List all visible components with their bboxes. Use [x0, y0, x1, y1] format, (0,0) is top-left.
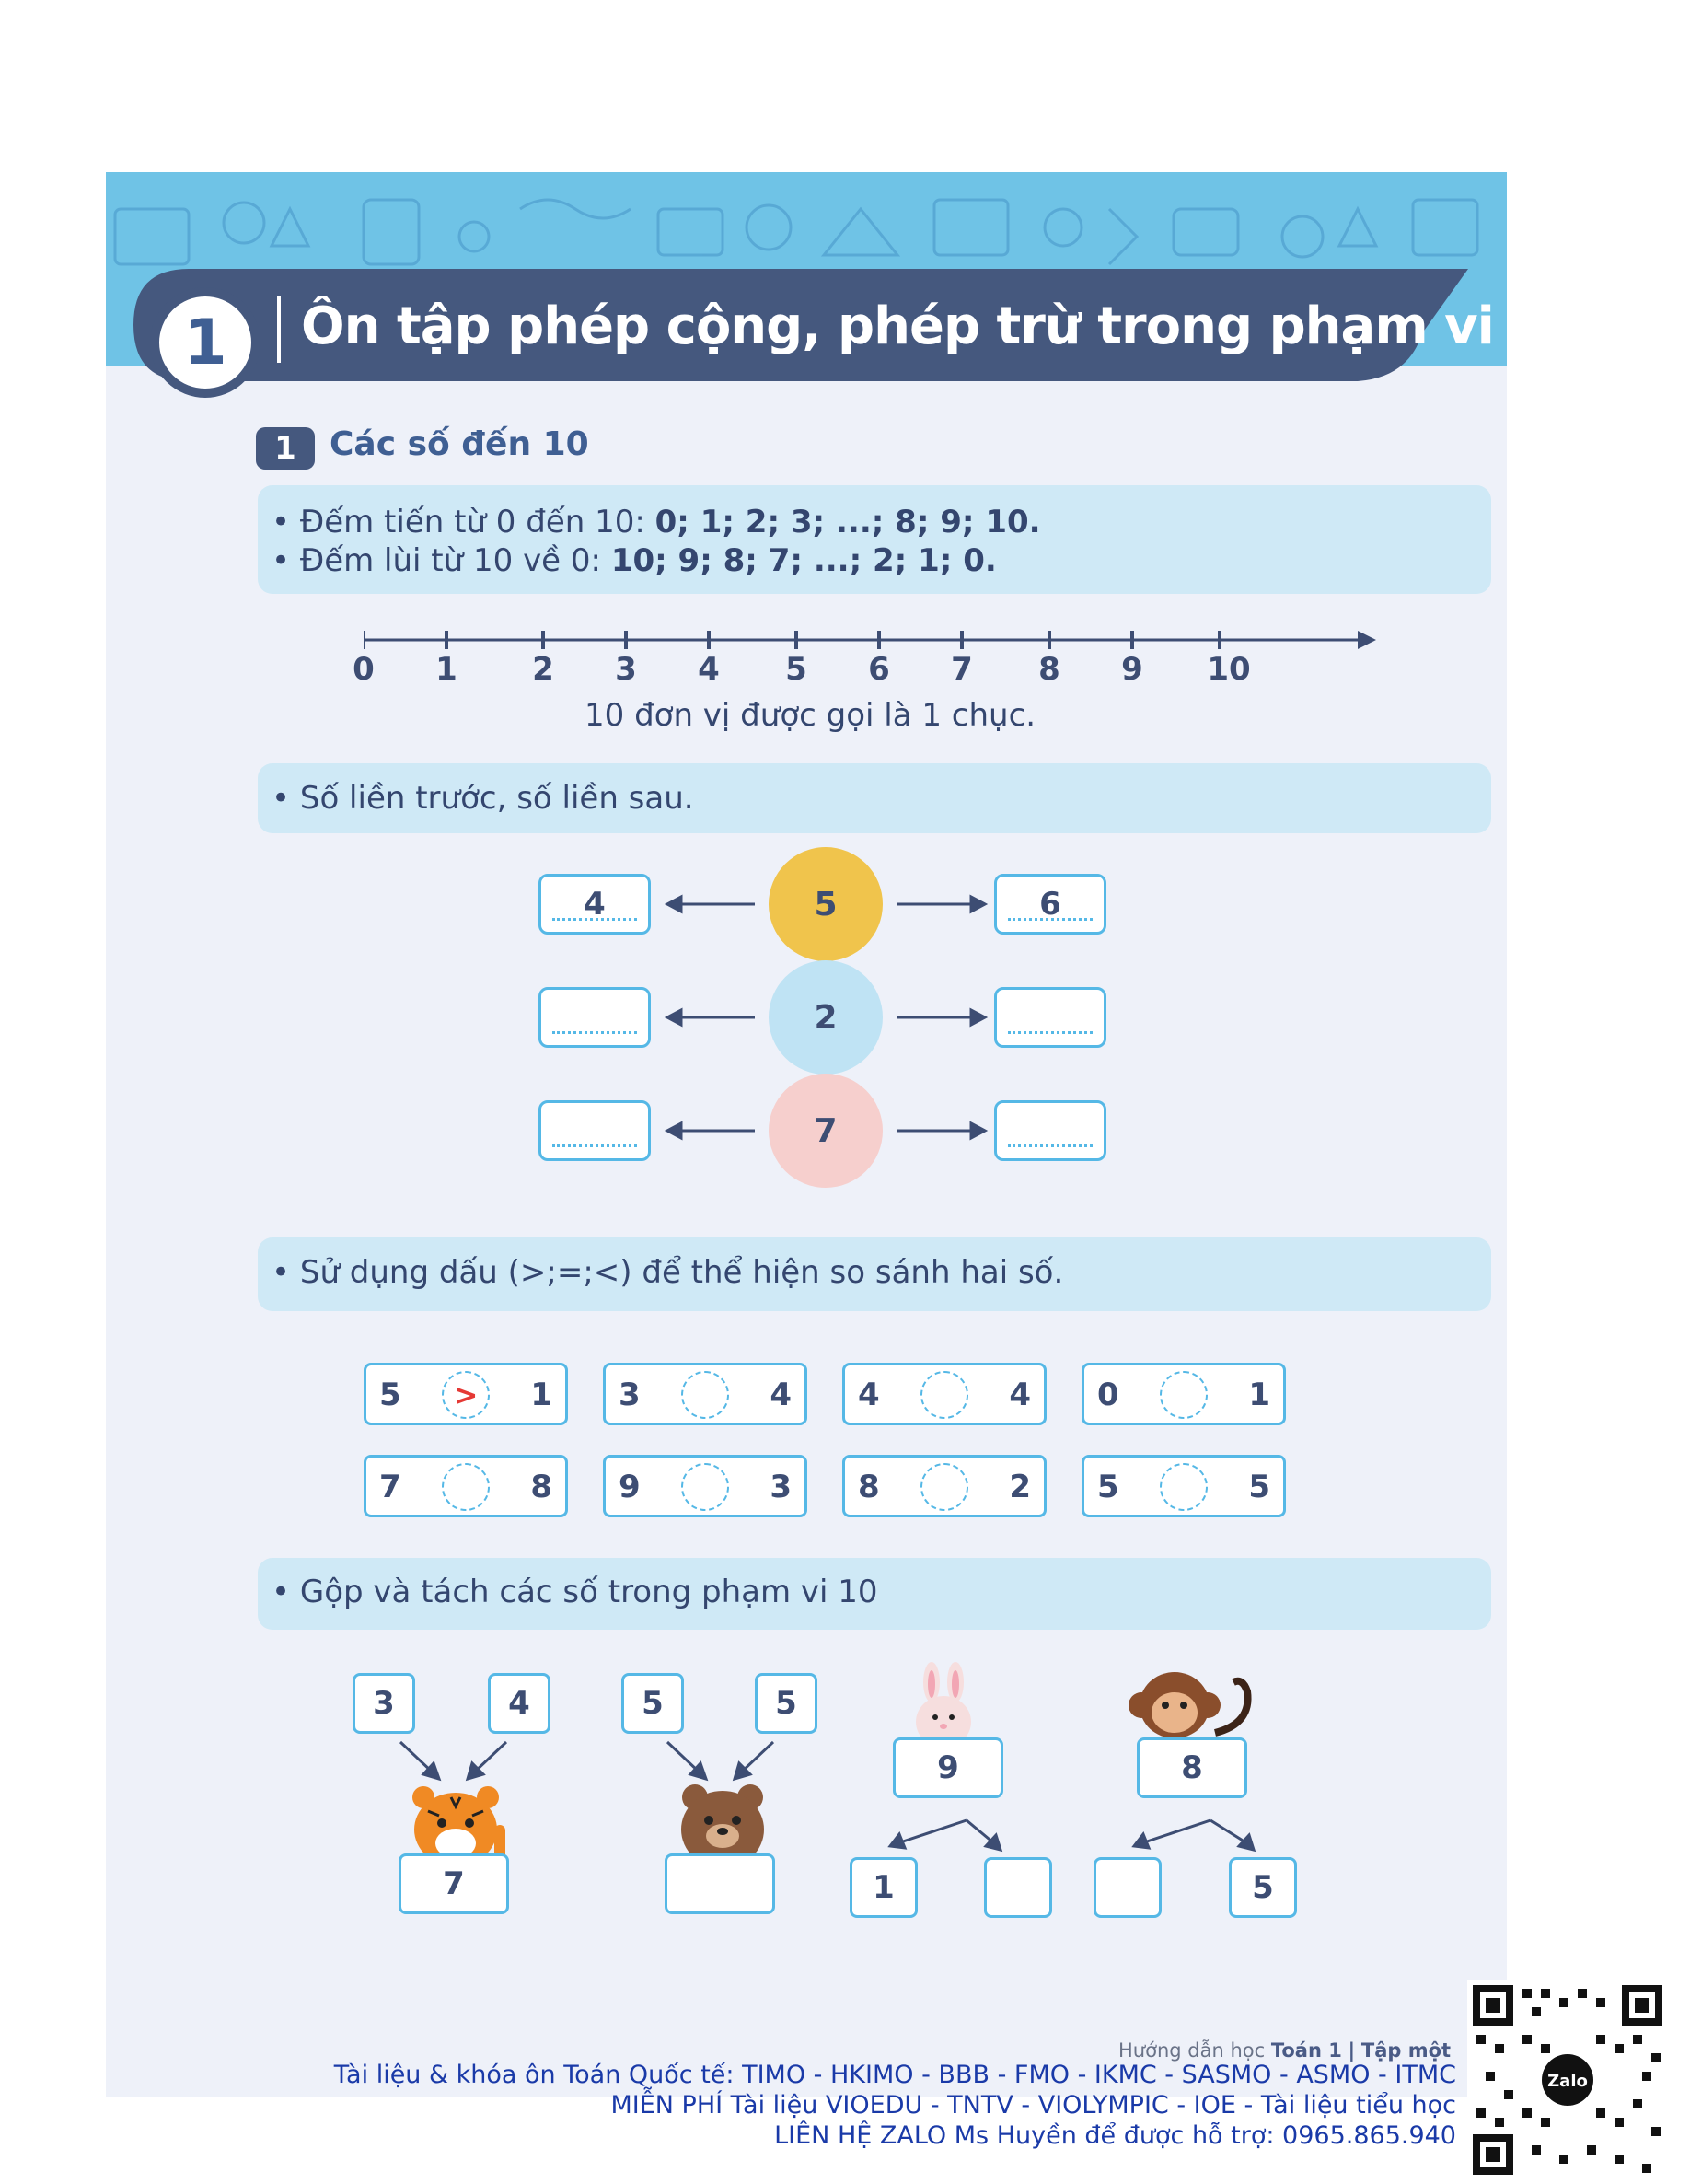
- total-box[interactable]: 9: [893, 1737, 1003, 1798]
- section-number: 1: [256, 427, 315, 470]
- compare-box[interactable]: 7 8: [364, 1455, 568, 1517]
- compare-box[interactable]: 5 5: [1082, 1455, 1286, 1517]
- compare-box[interactable]: 0 1: [1082, 1363, 1286, 1425]
- part-box[interactable]: 5: [755, 1673, 817, 1734]
- zalo-qr-code[interactable]: [1467, 1980, 1668, 2180]
- total-box[interactable]: 7: [399, 1853, 509, 1914]
- number-line-label: 0: [353, 651, 375, 688]
- part-box[interactable]: 3: [353, 1673, 415, 1734]
- book-footer: Hướng dẫn học Toán 1 | Tập một: [1118, 2039, 1452, 2062]
- number-line-label: 10: [1207, 651, 1251, 688]
- compare-box[interactable]: 9 3: [603, 1455, 807, 1517]
- number-line-label: 9: [1121, 651, 1143, 688]
- combine-arrows: [106, 172, 1507, 2097]
- number-line-label: 4: [698, 651, 720, 688]
- before-box[interactable]: 4: [538, 874, 651, 935]
- number-line-label: 7: [951, 651, 973, 688]
- compare-box[interactable]: 3 4: [603, 1363, 807, 1425]
- qr-label: Zalo: [1547, 2072, 1588, 2091]
- monkey-icon: [1123, 1668, 1261, 1747]
- compare-heading: • Sử dụng dấu (>;=;<) để thể hiện so sánh hai số.: [272, 1254, 1064, 1291]
- part-box[interactable]: 4: [488, 1673, 550, 1734]
- rabbit-icon: [911, 1662, 976, 1749]
- number-line-label: 2: [532, 651, 554, 688]
- number-line-label: 3: [615, 651, 637, 688]
- center-number: 2: [769, 960, 883, 1075]
- number-line-label: 5: [785, 651, 807, 688]
- lesson-title: Ôn tập phép cộng, phép trừ trong phạm vi 10: [301, 296, 1581, 356]
- lesson-number: 1: [150, 287, 260, 398]
- section-title: Các số đến 10: [330, 425, 589, 463]
- count-forward: • Đếm tiến từ 0 đến 10: 0; 1; 2; 3; ...; 8; 9; 10.: [272, 504, 1041, 540]
- compare-box[interactable]: 5 > 1: [364, 1363, 568, 1425]
- part-box[interactable]: 5: [1229, 1857, 1297, 1918]
- part-box[interactable]: [984, 1857, 1052, 1918]
- promo-line-1: Tài liệu & khóa ôn Toán Quốc tế: TIMO - HKIMO - BBB - FMO - IKMC - SASMO - ASMO - ITMC: [333, 2061, 1456, 2089]
- part-box[interactable]: 1: [850, 1857, 918, 1918]
- part-box[interactable]: 5: [621, 1673, 684, 1734]
- total-box[interactable]: [665, 1853, 775, 1914]
- number-line-label: 6: [868, 651, 890, 688]
- number-line-label: 1: [435, 651, 457, 688]
- qr-code-icon: [1467, 1980, 1668, 2180]
- number-line-caption: 10 đơn vị được gọi là 1 chục.: [585, 697, 1036, 734]
- compare-box[interactable]: 4 4: [842, 1363, 1047, 1425]
- part-box[interactable]: [1094, 1857, 1162, 1918]
- number-line-label: 8: [1038, 651, 1060, 688]
- after-box[interactable]: 6: [994, 874, 1106, 935]
- center-number: 7: [769, 1074, 883, 1188]
- promo-line-3: LIÊN HỆ ZALO Ms Huyền để được hỗ trợ: 0965.865.940: [774, 2121, 1456, 2150]
- center-number: 5: [769, 847, 883, 961]
- compare-box[interactable]: 8 2: [842, 1455, 1047, 1517]
- count-backward: • Đếm lùi từ 10 về 0: 10; 9; 8; 7; ...; 2; 1; 0.: [272, 542, 997, 579]
- combine-heading: • Gộp và tách các số trong phạm vi 10: [272, 1574, 878, 1610]
- promo-line-2: MIỄN PHÍ Tài liệu VIOEDU - TNTV - VIOLYMPIC - IOE - Tài liệu tiểu học: [610, 2091, 1456, 2120]
- neighbors-heading: • Số liền trước, số liền sau.: [272, 780, 694, 817]
- total-box[interactable]: 8: [1137, 1737, 1247, 1798]
